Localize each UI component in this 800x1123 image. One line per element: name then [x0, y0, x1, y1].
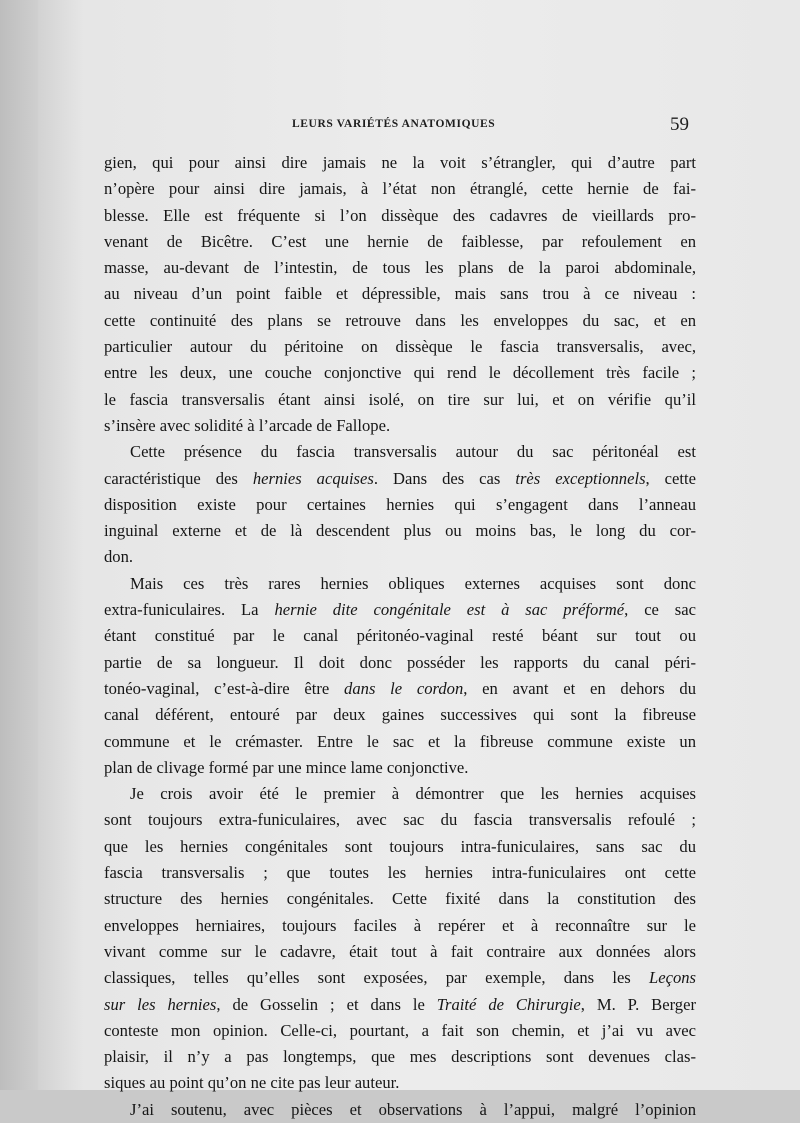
text-line: n’opère pour ainsi dire jamais, à l’état non étranglé, cette hernie de fai- [104, 179, 696, 199]
text-line: s’insère avec solidité à l’arcade de Fallope. [104, 415, 391, 435]
text-line: venant de Bicêtre. C’est une hernie de faiblesse, par refoulement en [104, 231, 696, 251]
text-line: sur les hernies, de Gosselin ; et dans le Traité de Chirurgie, M. P. Berger [104, 994, 696, 1014]
text-line: vivant comme sur le cadavre, était tout à fait contraire aux données alors [104, 941, 696, 961]
text-line: fascia transversalis ; que toutes les hernies intra-funiculaires ont cette [104, 863, 696, 883]
text-line: gien, qui pour ainsi dire jamais ne la voit s’étrangler, qui d’autre part [104, 153, 696, 172]
text-line: que les hernies congénitales sont toujours intra-funiculaires, sans sac du [104, 836, 696, 856]
running-title: LEURS VARIÉTÉS ANATOMIQUES [292, 118, 496, 130]
text-line: inguinal externe et de là descendent plus ou moins bas, le long du cor- [104, 521, 696, 541]
text-line: J’ai soutenu, avec pièces et observations à l’appui, malgré l’opinion [130, 1099, 696, 1119]
text-line: Cette présence du fascia transversalis autour du sac péritonéal est [130, 442, 696, 462]
text-line: étant constitué par le canal péritonéo-vaginal resté béant sur tout ou [104, 626, 696, 646]
text-line: disposition existe pour certaines hernies qui s’engagent dans l’anneau [104, 494, 696, 514]
text-line: cette continuité des plans se retrouve dans les enveloppes du sac, et en [104, 310, 696, 330]
text-line: plaisir, il n’y a pas longtemps, que mes descriptions sont devenues clas- [104, 1047, 696, 1067]
text-line: le fascia transversalis étant ainsi isolé, on tire sur lui, et on vérifie qu’il [104, 389, 696, 409]
text-line: Mais ces très rares hernies obliques externes acquises sont donc [130, 573, 696, 593]
text-line: extra-funiculaires. La hernie dite congénitale est à sac préformé, ce sac [104, 600, 696, 620]
text-line: conteste mon opinion. Celle-ci, pourtant, a fait son chemin, et j’ai vu avec [104, 1020, 696, 1040]
binding-gutter [0, 0, 38, 1090]
text-line: tonéo-vaginal, c’est-à-dire être dans le cordon, en avant et en dehors du [104, 678, 697, 698]
page-number: 59 [670, 114, 689, 135]
text-line: Je crois avoir été le premier à démontrer que les hernies acquises [130, 784, 696, 804]
text-line: classiques, telles qu’elles sont exposées, par exemple, dans les Leçons [104, 968, 696, 988]
text-line: don. [104, 547, 134, 567]
text-line: entre les deux, une couche conjonctive qui rend le décollement très facile ; [104, 363, 696, 383]
running-header [0, 114, 800, 138]
text-line: masse, au-devant de l’intestin, de tous les plans de la paroi abdominale, [104, 258, 696, 278]
text-line: sont toujours extra-funiculaires, avec sac du fascia transversalis refoulé ; [104, 810, 696, 830]
text-line: canal déférent, entouré par deux gaines successives qui sont la fibreuse [104, 705, 696, 725]
text-line: partie de sa longueur. Il doit donc posséder les rapports du canal péri- [104, 652, 696, 672]
text-line: caractéristique des hernies acquises. Dans des cas très exceptionnels, cette [104, 468, 696, 488]
text-line: structure des hernies congénitales. Cette fixité dans la constitution des [104, 889, 696, 909]
text-line: siques au point qu’on ne cite pas leur auteur. [104, 1073, 400, 1093]
text-line: plan de clivage formé par une mince lame conjonctive. [104, 757, 469, 777]
body-text [104, 150, 696, 1123]
text-line: au niveau d’un point faible et dépressible, mais sans trou à ce niveau : [104, 284, 696, 304]
text-line: commune et le crémaster. Entre le sac et la fibreuse commune existe un [104, 731, 696, 751]
text-line: particulier autour du péritoine on dissèque le fascia transversalis, avec, [104, 337, 696, 357]
text-line: enveloppes herniaires, toujours faciles à repérer et à reconnaître sur le [104, 915, 696, 935]
text-line: blesse. Elle est fréquente si l’on dissèque des cadavres de vieillards pro- [104, 205, 696, 225]
